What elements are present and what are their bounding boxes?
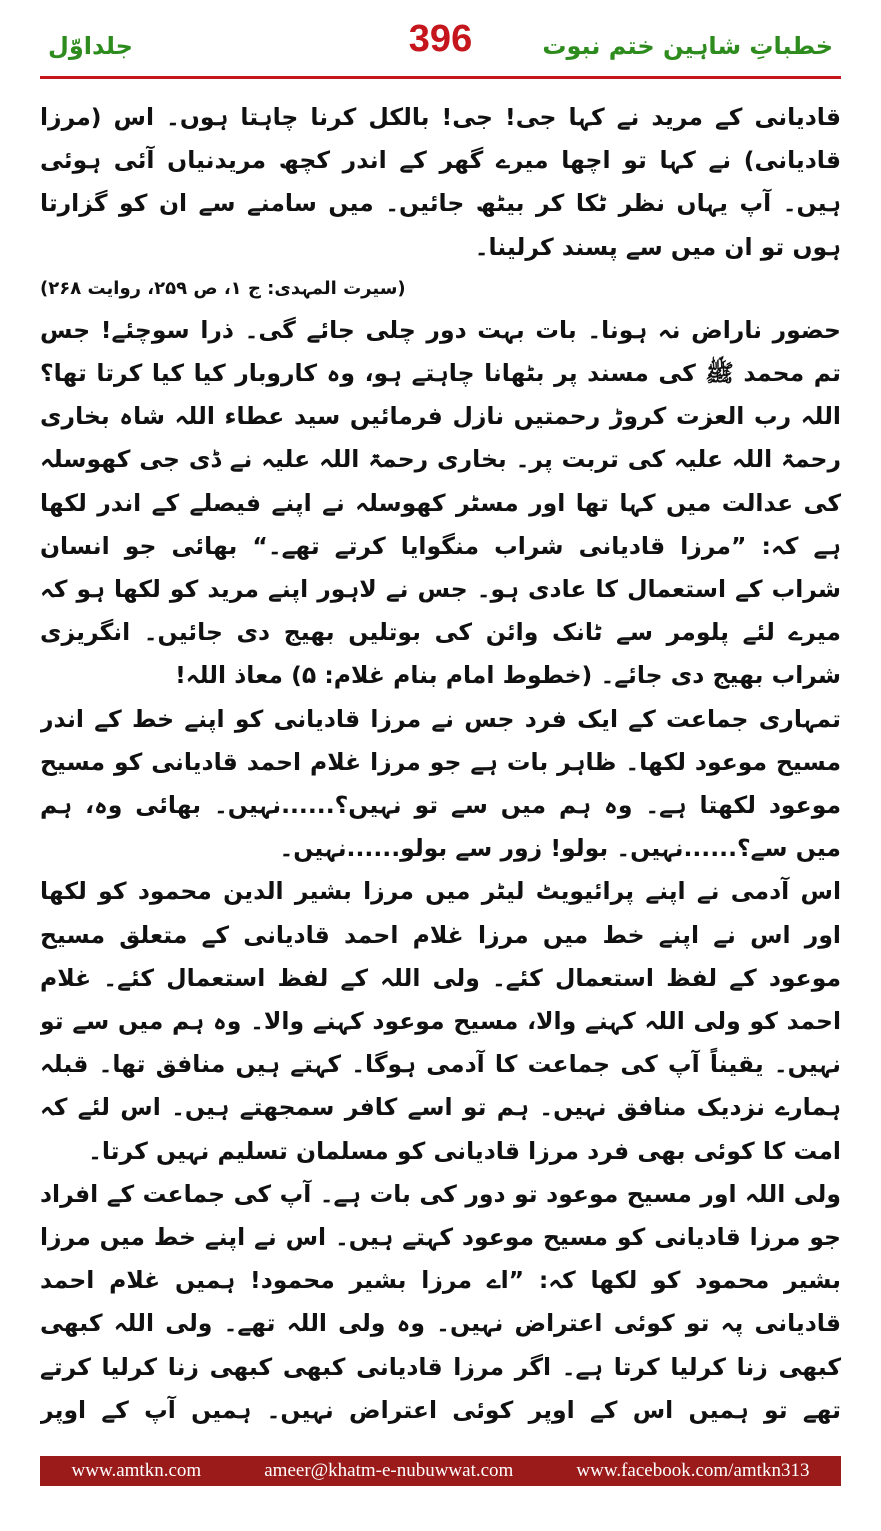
paragraph-3 (40, 698, 841, 871)
book-title: خطباتِ شاہین ختم نبوت (542, 32, 833, 60)
email-link[interactable]: ameer@khatm-e-nubuwwat.com (264, 1460, 514, 1481)
citation: (سیرت المہدی: ج ۱، ص ۲۵۹، روایت ۲۶۸) (40, 277, 406, 299)
paragraph-4 (40, 870, 841, 1172)
page-header (40, 14, 841, 70)
paragraph-1 (40, 96, 841, 309)
page-body (40, 96, 841, 1436)
page-number: 396 (408, 18, 473, 60)
paragraph-text: اس آدمی نے اپنے پرائیویٹ لیٹر میں مرزا بشیر الدین محمود کو لکھا اور اس نے اپنے خط میں مرزا غلام احمد قادیانی کے متعلق مسیح موعود کے لفظ استعمال کئے۔ ولی اللہ کے لفظ استعمال کئے۔ غلام احمد کو ولی اللہ کہنے والا، مسیح موعود کہنے والا۔ وہ ہم میں سے تو نہیں۔ یقیناً آپ کی جماعت کا آدمی ہوگا۔ کہتے ہیں منافق تھا۔ قبلہ ہمارے نزدیک منافق نہیں۔ ہم تو اسے کافر سمجھتے ہیں۔ اس لئے کہ امت کا کوئی بھی فرد مرزا قادیانی کو مسلمان تسلیم نہیں کرتا۔ (40, 877, 841, 1165)
paragraph-text: ولی اللہ اور مسیح موعود تو دور کی بات ہے۔ آپ کی جماعت کے افراد جو مرزا قادیانی کو مسیح موعود کہتے ہیں۔ اس نے اپنے خط میں مرزا بشیر محمود کو لکھا کہ: ”اے مرزا بشیر محمود! ہمیں غلام احمد قادیانی پہ تو کوئی اعتراض نہیں۔ وہ ولی اللہ تھے۔ ولی اللہ کبھی کبھی زنا کرلیا کرتا ہے۔ اگر مرزا قادیانی کبھی کبھی زنا کرلیا کرتے تھے تو ہمیں اس کے اوپر کوئی اعتراض نہیں۔ ہمیں آپ کے اوپر (40, 1179, 841, 1424)
facebook-link[interactable]: www.facebook.com/amtkn313 (576, 1460, 810, 1481)
paragraph-2 (40, 309, 841, 698)
paragraph-text: حضور ناراض نہ ہونا۔ بات بہت دور چلی جائے گی۔ ذرا سوچئے! جس تم محمد ﷺ کی مسند پر بٹھانا چاہتے ہو، وہ کاروبار کیا کیا کرتا تھا؟ اللہ رب العزت کروڑ رحمتیں نازل فرمائیں سید عطاء اللہ شاہ بخاری رحمۃ اللہ علیہ کی تربت پر۔ بخاری رحمۃ اللہ علیہ نے ڈی جی کھوسلہ کی عدالت میں کہا تھا اور مسٹر کھوسلہ نے اپنے فیصلے کے اندر لکھا ہے کہ: ”مرزا قادیانی شراب منگوایا کرتے تھے۔“ بھائی جو انسان شراب کے استعمال کا عادی ہو۔ جس نے لاہور اپنے مرید کو لکھا ہو کہ میرے لئے پلومر سے ٹانک وائن کی بوتلیں بھیج دی جائیں۔ انگریزی شراب بھیج دی جائے۔ (خطوط امام بنام غلام: ۵) معاذ اللہ! (40, 315, 841, 690)
website-link[interactable]: www.amtkn.com (71, 1460, 202, 1481)
page-footer (40, 1456, 841, 1486)
header-divider (40, 76, 841, 79)
paragraph-5 (40, 1173, 841, 1436)
volume-label: جلداوّل (48, 32, 133, 60)
paragraph-text: تمہاری جماعت کے ایک فرد جس نے مرزا قادیانی کو اپنے خط کے اندر مسیح موعود لکھا۔ ظاہر بات ہے جو مرزا غلام احمد قادیانی کو مسیح موعود لکھتا ہے۔ وہ ہم میں سے تو نہیں؟......نہیں۔ بھائی وہ، ہم میں سے؟......نہیں۔ بولو! زور سے بولو......نہیں۔ (40, 704, 841, 863)
paragraph-text: قادیانی کے مرید نے کہا جی! جی! بالکل کرنا چاہتا ہوں۔ اس (مرزا قادیانی) نے کہا تو اچھا میرے گھر کے اندر کچھ مریدنیاں آئی ہوئی ہیں۔ آپ یہاں نظر ٹکا کر بیٹھ جائیں۔ میں سامنے سے ان کو گزارتا ہوں تو ان میں سے پسند کرلینا۔ (40, 103, 841, 261)
exclamation: معاذ اللہ! (175, 661, 283, 690)
